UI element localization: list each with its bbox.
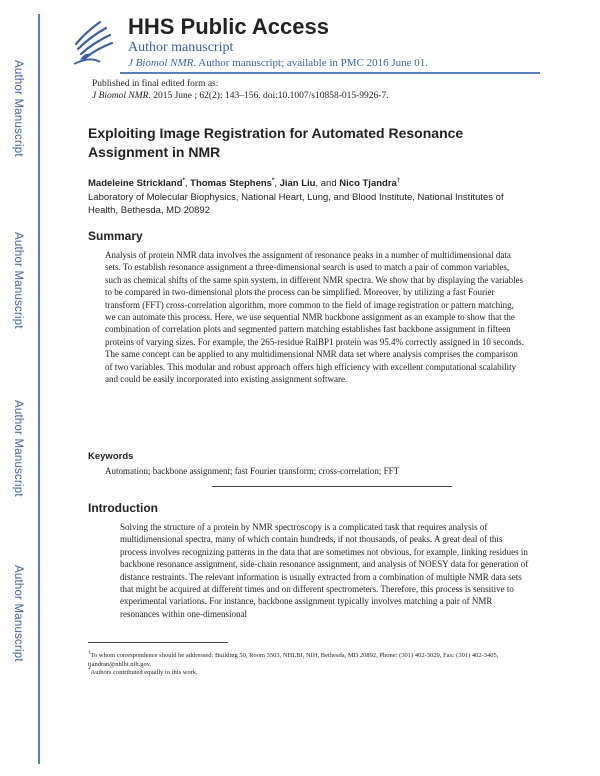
footnote-mark: * [88,668,91,673]
footnote-rule [88,642,228,643]
author-separator: , and [315,178,340,190]
journal-name: J Biomol NMR [128,57,194,69]
author-mark: * [182,178,185,184]
author-manuscript-label-2: Author Manuscript [12,232,24,329]
citation-journal: J Biomol NMR [92,91,149,101]
author-separator: , [184,178,191,190]
hhs-eagle-logo-icon [70,14,116,66]
author-manuscript-label-3: Author Manuscript [12,400,24,497]
citation-details: . 2015 June ; 62(2): 143–156. doi:10.1007/s10858-015-9926-7. [148,91,389,101]
author-manuscript-label-1: Author Manuscript [12,60,24,157]
keywords-heading: Keywords [88,451,134,462]
article-title: Exploiting Image Registration for Automated Resonance Assignment in NMR [88,125,464,160]
author-name: Madeleine Strickland [88,178,183,190]
author-list [88,178,400,189]
footnote-mark: † [88,651,91,656]
author-separator: , [274,178,280,190]
introduction-text: Solving the structure of a protein by NMR spectroscopy is a complicated task that requires analysis of multidimensional spectra, many of which contain hundreds, if not thousands, of peaks. A great deal of this process involves recognizing patterns in the data that are sometimes not obvious, for example, linking residues in backbone resonance assignment, side-chain resonance assignment, and analysis of NOESY data for generation of distance restraints. The relevant information is usually extracted from a combination of multiple NMR data sets that might be acquired at different times and on different spectrometers. Therefore, this process is sensitive to experimental variations. For instance, backbone assignment typically involves matching a pair of NMR resonances within one-dimensional [120,522,529,619]
keywords-rule [212,486,452,487]
header-rule [120,72,540,74]
margin-rule [38,14,40,764]
footnote-text: To whom correspondence should be addressed: Building 50, Room 3503, NHLBI, NIH, Bethesda, MD 20892, Phone: (301) 402-3029, Fax: (301) 402-3405, tjandran@nhlbi.nih.gov. [88,652,499,668]
keywords-text: Automation; backbone assignment; fast Fourier transform; cross-correlation; FFT [105,466,400,476]
footnote-equal-contribution [88,667,518,678]
author-mark: † [396,178,401,184]
author-mark: * [271,178,275,184]
affiliation: Laboratory of Molecular Biophysics, National Heart, Lung, and Blood Institute, National Institutes of Health, Bethesda, MD 20892 [88,192,504,216]
availability-line [128,57,428,69]
footnote-text: Authors contributed equally to this work. [90,669,198,677]
hhs-public-access-title: HHS Public Access [128,14,329,39]
author-manuscript-subtitle: Author manuscript [128,40,234,55]
author-manuscript-label-4: Author Manuscript [12,565,24,662]
citation [92,91,389,101]
published-label: Published in final edited form as: [92,79,219,89]
author-name: Nico Tjandra [339,178,397,190]
author-name: Jian Liu [279,178,316,190]
availability-text: . Author manuscript; available in PMC 2016 June 01. [193,57,429,69]
author-name: Thomas Stephens [190,178,272,190]
summary-text: Analysis of protein NMR data involves the assignment of resonance peaks in a number of multidimensional data sets. To establish resonance assignment a three-dimensional search is used to match a pair of common variables, such as chemical shifts of the same spin system, in different NMR spectra. We show that by displaying the variables to be compared in two-dimensional plots the process can be simplified. Moreover, by utilizing a fast Fourier transform (FFT) cross-correlation algorithm, more common to the field of image registration or pattern matching, we can automate this process. Here, we use sequential NMR backbone assignment as an example to show that the combination of correlation plots and segmented pattern matching establishes fast backbone assignment in fifteen proteins of varying sizes. For example, the 265-residue RalBP1 protein was 95.4% correctly assigned in 10 seconds. The same concept can be applied to any multidimensional NMR data set where analysis comprises the comparison of two variables. This modular and robust approach offers high efficiency with excellent computational scalability and could be easily incorporated into existing assignment software. [105,250,524,385]
introduction-heading: Introduction [88,501,158,515]
summary-heading: Summary [88,229,143,243]
